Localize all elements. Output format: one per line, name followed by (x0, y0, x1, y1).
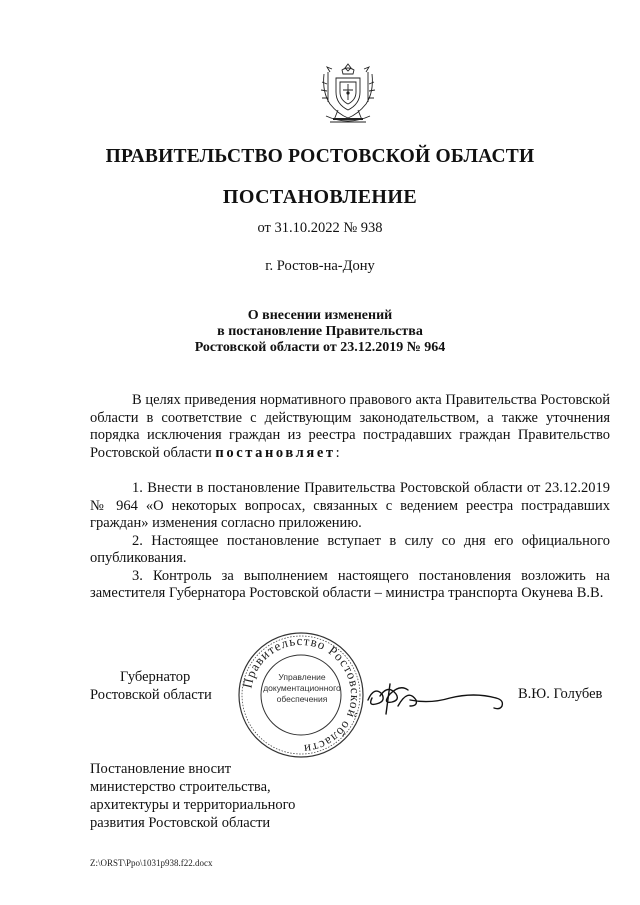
seal-inner-text (262, 672, 342, 705)
document-subject (0, 308, 640, 356)
decree-item: 2. Настоящее постановление вступает в силу со дня его официального опубликования. (90, 532, 610, 566)
coat-of-arms-emblem (316, 60, 380, 130)
seal-inner-line: обеспечения (276, 694, 328, 704)
decree-item: 1. Внести в постановление Правительства Ростовской области от 23.12.2019 № 964 «О некоторых вопросах, связанных с ведением реестра пострадавших граждан» изменения согласно приложению. (90, 480, 610, 531)
decree-items (90, 480, 610, 603)
seal-ring-text: Правительство Ростовской области (239, 632, 364, 758)
document-type-title: ПОСТАНОВЛЕНИЕ (222, 186, 418, 208)
signatory-position-line: Губернатор (120, 669, 191, 685)
preamble-paragraph (90, 392, 610, 462)
preamble-end: : (335, 444, 340, 461)
introducer-line: архитектуры и территориального (90, 797, 296, 813)
file-path-footer: Z:\ORST\Ppo\1031p938.f22.docx (90, 858, 213, 868)
introducer-line: министерство строительства, (90, 779, 271, 795)
introducer-line: развития Ростовской области (90, 815, 271, 831)
decree-item: 3. Контроль за выполнением настоящего постановления возложить на заместителя Губернатора Ростовской области – министра транспорта Окунева В.В. (90, 567, 610, 601)
signatory-name: В.Ю. Голубев (518, 686, 603, 702)
subject-line: О внесении изменений (247, 308, 393, 323)
decree-word: постановляет (215, 444, 336, 461)
preamble-text: В целях приведения нормативного правового акта Правительства Ростовской области в соответствие с действующим законодательством, а также уточнения порядка исключения граждан из реестра пострадавших граждан Правительство Ростовской области (90, 392, 610, 461)
introducer-line: Постановление вносит (90, 761, 232, 777)
document-city: г. Ростов-на-Дону (265, 258, 375, 274)
subject-line: Ростовской области от 23.12.2019 № 964 (194, 340, 446, 355)
document-date-number: от 31.10.2022 № 938 (257, 220, 383, 236)
government-title: ПРАВИТЕЛЬСТВО РОСТОВСКОЙ ОБЛАСТИ (105, 146, 535, 167)
seal-inner-line: Управление (278, 672, 326, 682)
seal-inner-line: документационного (263, 683, 341, 693)
signatory-position-line: Ростовской области (90, 687, 212, 703)
subject-line: в постановление Правительства (217, 324, 423, 339)
signatory-position (90, 668, 212, 704)
introducer-block (90, 760, 295, 832)
handwritten-signature (360, 670, 510, 720)
